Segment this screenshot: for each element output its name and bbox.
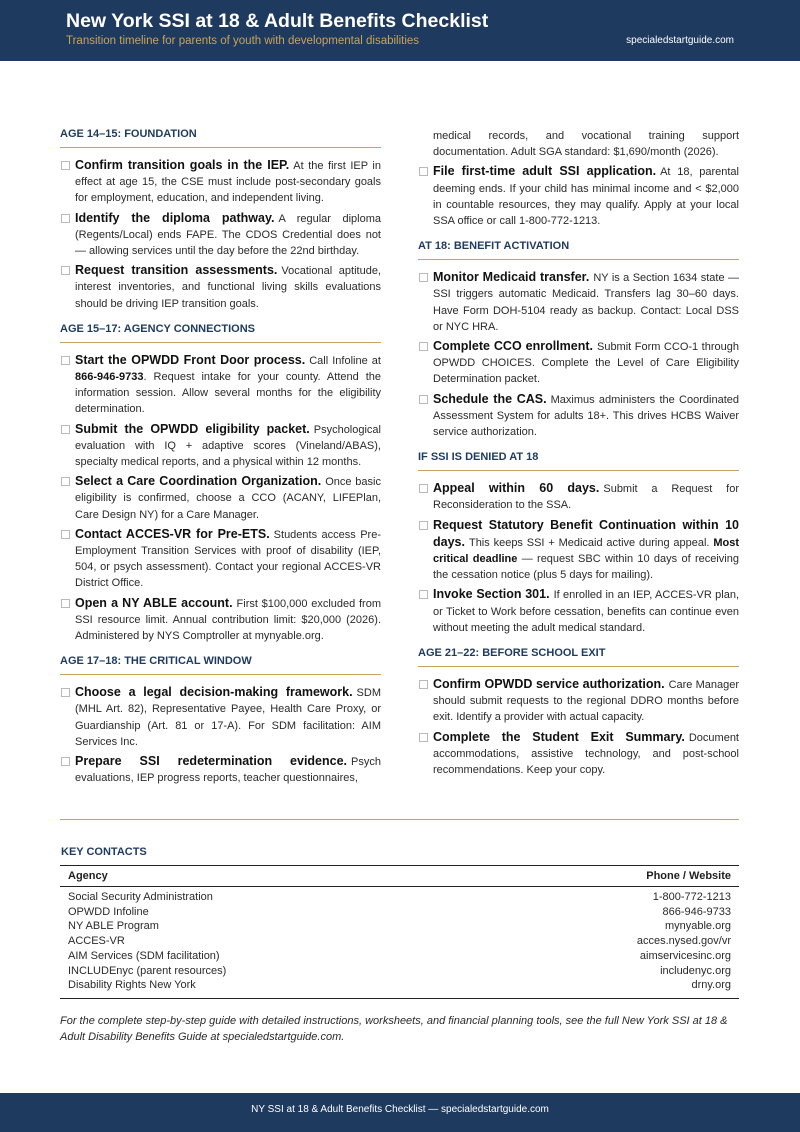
table-row: AIM Services (SDM facilitation) aimservicesinc.org [68, 949, 731, 962]
checkbox[interactable] [61, 530, 70, 539]
section-heading: AGE 17–18: THE CRITICAL WINDOW [60, 655, 381, 675]
checklist-item: Request Statutory Benefit Continuation within 10 days. This keeps SSI + Medicaid active during appeal. Most critical deadline — request SBC within 10 days of receiving the cessation notice (plus 5 days for mailing). [418, 517, 739, 584]
checklist-item: Submit the OPWDD eligibility packet. Psychological evaluation with IQ + adaptive scores (Vineland/ABAS), specialty medical reports, and a physical within 12 months. [60, 421, 381, 471]
checkbox[interactable] [61, 161, 70, 170]
infoline-phone: 866-946-9733 [75, 371, 144, 384]
checkbox[interactable] [419, 733, 428, 742]
checklist-item: Open a NY ABLE account. First $100,000 excluded from SSI resource limit. Annual contribution limit: $20,000 (2026). Administered by NYS Comptroller at mynyable.org. [60, 595, 381, 645]
checklist-item: File first-time adult SSI application. At 18, parental deeming ends. If your child has minimal income and < $2,000 in countable resources, they may qualify. Apply at your local SSA office or call 1-800-772-1213. [418, 163, 739, 229]
critical-deadline-emphasis: Most critical deadline [433, 536, 740, 566]
section-heading: AGE 15–17: AGENCY CONNECTIONS [60, 323, 381, 343]
checklist-item: Identify the diploma pathway. A regular diploma (Regents/Local) ends FAPE. The CDOS Credential does not — allowing services until the day before the 22nd birthday. [60, 210, 381, 260]
table-row: Social Security Administration 1-800-772-1213 [68, 891, 731, 903]
page-header [0, 0, 800, 61]
table-row: Disability Rights New York drny.org [68, 979, 731, 992]
checkbox[interactable] [419, 395, 428, 404]
footnote: For the complete step-by-step guide with detailed instructions, worksheets, and financial planning tools, see the full New York SSI at 18 & Adult Disability Benefits Guide at specialedstartguide.com. [60, 1015, 728, 1044]
contacts-table [60, 865, 739, 999]
table-header-row [60, 866, 739, 887]
column-header-agency: Agency [68, 870, 108, 882]
checklist-item: Schedule the CAS. Maximus administers the Coordinated Assessment System for adults 18+. This drives HCBS Waiver service authorization. [418, 391, 739, 441]
checklist-item: Contact ACCES-VR for Pre-ETS. Students access Pre-Employment Transition Services with proof of disability (IEP, 504, or psych assessment). Contact your regional ACCES-VR District Office. [60, 526, 381, 592]
header-website: specialedstartguide.com [626, 35, 734, 46]
section-heading: AGE 21–22: BEFORE SCHOOL EXIT [418, 647, 739, 667]
section-heading: AGE 14–15: FOUNDATION [60, 128, 381, 148]
checklist-item: Complete the Student Exit Summary. Document accommodations, assistive technology, and post-school recommendations. Keep your copy. [418, 729, 739, 779]
divider [60, 819, 739, 820]
document-title: New York SSI at 18 & Adult Benefits Checklist [66, 10, 489, 32]
section-heading: IF SSI IS DENIED AT 18 [418, 451, 739, 471]
section-heading: AT 18: BENEFIT ACTIVATION [418, 240, 739, 260]
right-column [418, 128, 739, 781]
left-column [60, 128, 381, 790]
checklist-item: Choose a legal decision-making framework. SDM (MHL Art. 82), Representative Payee, Health Care Proxy, or Guardianship (Art. 81 or 17-A). For SDM facilitation: AIM Services Inc. [60, 684, 381, 750]
table-row: INCLUDEnyc (parent resources) includenyc.org [68, 964, 731, 977]
checklist-item: Complete CCO enrollment. Submit Form CCO-1 through OPWDD CHOICES. Complete the Level of Care Eligibility Determination packet. [418, 338, 739, 388]
table-row: NY ABLE Program mynyable.org [68, 920, 731, 933]
checklist-item: Appeal within 60 days. Submit a Request for Reconsideration to the SSA. [418, 480, 739, 513]
checklist-item: Select a Care Coordination Organization. Once basic eligibility is confirmed, choose a CCO (ACANY, LIFEPlan, Care Design NY) for a Care Manager. [60, 473, 381, 523]
checkbox[interactable] [419, 521, 428, 530]
checkbox[interactable] [419, 167, 428, 176]
checkbox[interactable] [419, 680, 428, 689]
document-subtitle: Transition timeline for parents of youth with developmental disabilities [66, 35, 420, 47]
checklist-item: Monitor Medicaid transfer. NY is a Section 1634 state — SSI triggers automatic Medicaid. Transfers lag 30–60 days. Have Form DOH-5104 ready as backup. Contact: Local DSS or NYC HRA. [418, 269, 739, 335]
checklist-item: Confirm OPWDD service authorization. Care Manager should submit requests to the regional DDRO months before exit. Identify a provider with actual capacity. [418, 676, 739, 726]
checkbox[interactable] [61, 688, 70, 697]
checklist-item: Request transition assessments. Vocational aptitude, interest inventories, and functional living skills evaluations should be driving IEP transition goals. [60, 262, 381, 312]
checkbox[interactable] [61, 477, 70, 486]
checkbox[interactable] [61, 266, 70, 275]
checkbox[interactable] [61, 757, 70, 766]
checklist-item: Confirm transition goals in the IEP. At the first IEP in effect at age 15, the CSE must include post-secondary goals for employment, education, and independent living. [60, 157, 381, 207]
checkbox[interactable] [419, 484, 428, 493]
table-row: ACCES-VR acces.nysed.gov/vr [68, 935, 731, 948]
column-header-phone: Phone / Website [646, 870, 731, 882]
checkbox[interactable] [61, 214, 70, 223]
checkbox[interactable] [61, 599, 70, 608]
checklist-item-continued: medical records, and vocational training support documentation. Adult SGA standard: $1,690/month (2026). [433, 130, 739, 159]
checklist-item: Start the OPWDD Front Door process. Call Infoline at 866-946-9733. Request intake for your county. Attend the information session. Allow several months for the eligibility determination. [60, 352, 381, 418]
contacts-heading: KEY CONTACTS [61, 846, 147, 858]
checklist-item: Invoke Section 301. If enrolled in an IEP, ACCES-VR plan, or Ticket to Work before cessation, benefits can continue even without meeting the adult medical standard. [418, 586, 739, 636]
checkbox[interactable] [61, 425, 70, 434]
checkbox[interactable] [61, 356, 70, 365]
table-row: OPWDD Infoline 866-946-9733 [68, 905, 731, 918]
checkbox[interactable] [419, 273, 428, 282]
checklist-item: Prepare SSI redetermination evidence. Psych evaluations, IEP progress reports, teacher questionnaires, [60, 753, 381, 786]
checkbox[interactable] [419, 590, 428, 599]
checkbox[interactable] [419, 342, 428, 351]
page-footer: NY SSI at 18 & Adult Benefits Checklist — specialedstartguide.com [0, 1093, 800, 1132]
